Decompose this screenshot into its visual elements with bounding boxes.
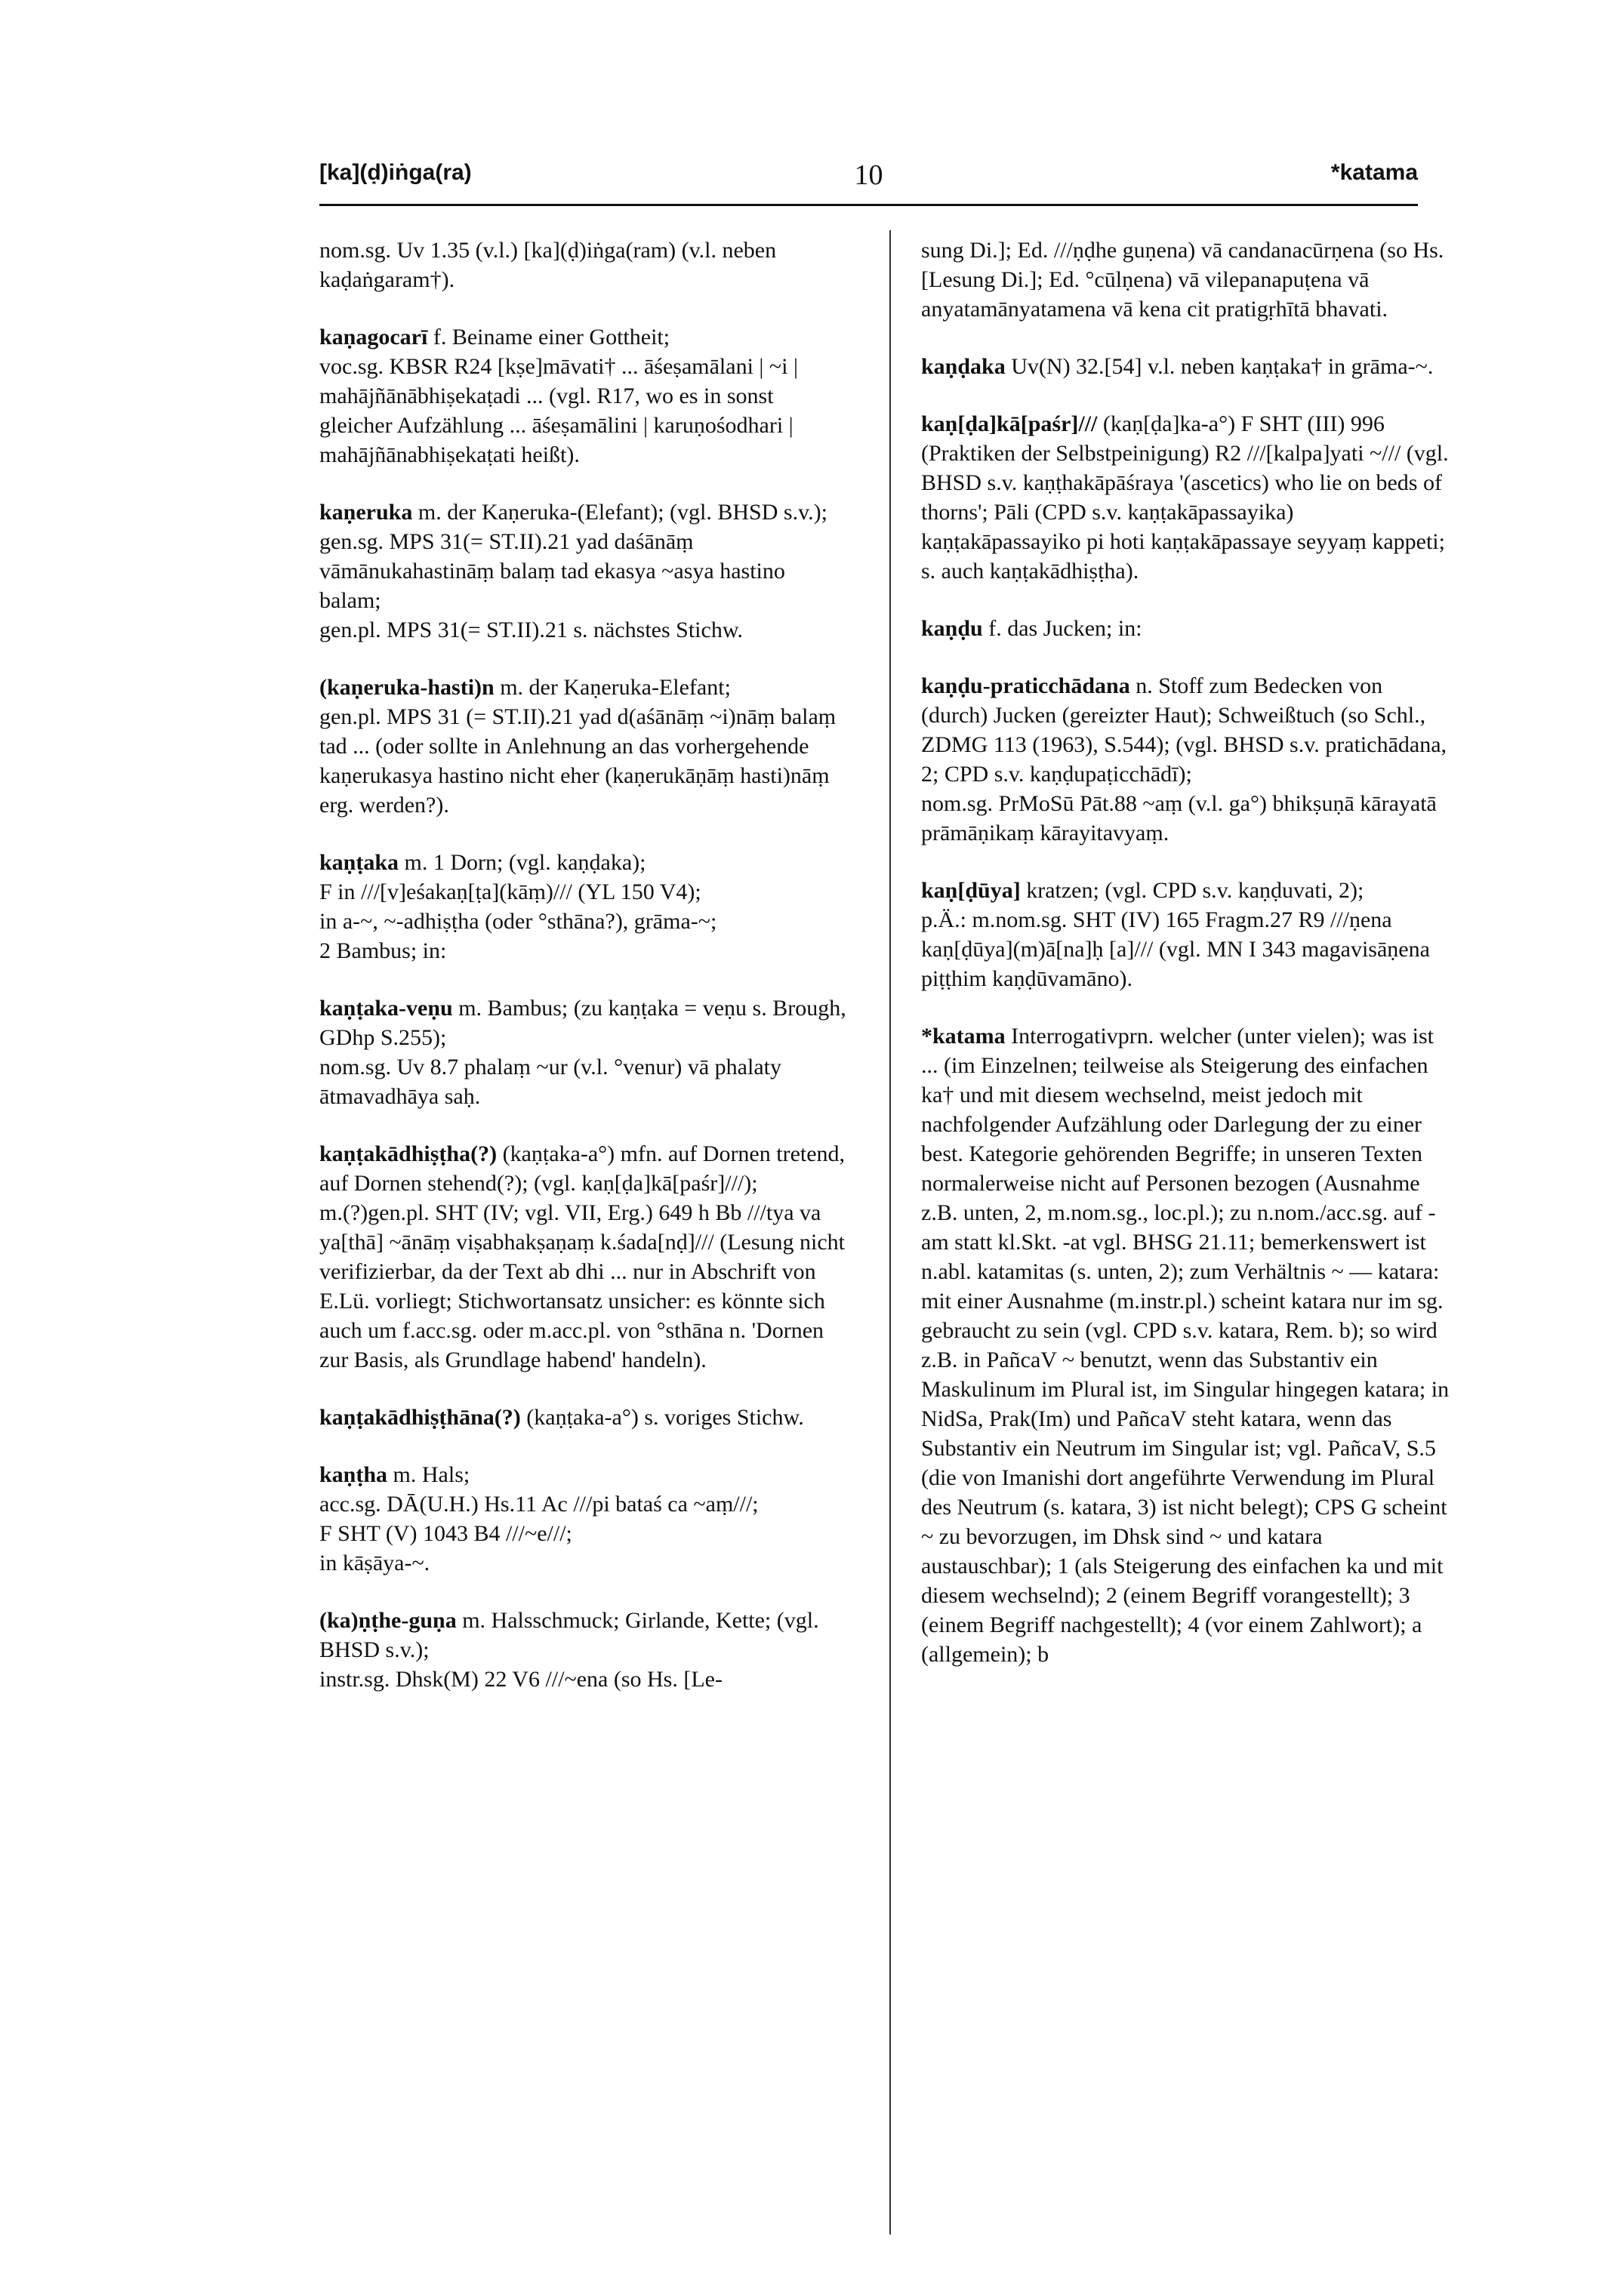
dictionary-entry	[319, 673, 848, 820]
entry-headword: kaṇḍu-praticchādana	[921, 673, 1130, 698]
column-divider	[889, 230, 891, 2235]
entry-text: m. 1 Dorn; (vgl. kaṇḍaka);	[404, 850, 646, 875]
dictionary-entry	[319, 1460, 848, 1578]
entry-text: Interrogativprn. welcher (unter vielen); was ist ... (im Einzelnen; teilweise als Steigerung des einfachen ka† und mit diesem wechselnd, meist jedoch mit nachfolgender Aufzählung oder Darlegung der zu einer best. Kategorie gehörenden Begriffe; in unseren Texten normalerweise nicht auf Personen bezogen (Ausnahme z.B. unten, 2, m.nom.sg., loc.pl.); zu n.nom./acc.sg. auf -am statt kl.Skt. -at vgl. BHSG 21.11; bemerkenswert ist n.abl. katamitas (s. unten, 2); zum Verhältnis ~ — katara: mit einer Ausnahme (m.instr.pl.) scheint katara nur im sg. gebraucht zu sein (vgl. CPD s.v. katara, Rem. b); so wird z.B. in PañcaV ~ benutzt, wenn das Substantiv ein Maskulinum im Plural ist, im Singular hingegen katara; in NidSa, Prak(Im) und PañcaV steht katara, wenn das Substantiv ein Neutrum im Singular ist; vgl. PañcaV, S.5 (die von Imanishi dort angeführte Verwendung im Plural des Neutrum (s. katara, 3) ist nicht belegt); CPS G scheint ~ zu bevorzugen, im Dhsk sind ~ und katara austauschbar); 1 (als Steigerung des einfachen ka und mit diesem wechselnd); 2 (einem Begriff vorangestellt); 3 (einem Begriff nachgestellt); 4 (vor einem Zahlwort); a (allgemein); b	[921, 1024, 1450, 1667]
entry-headword: *katama	[921, 1024, 1006, 1049]
entry-text: acc.sg. DĀ(U.H.) Hs.11 Ac ///pi bataś ca ~aṃ///;	[319, 1492, 759, 1517]
entry-headword: kaṇṭha	[319, 1462, 388, 1487]
entry-headword: kaṇ[ḍa]kā[paśr]///	[921, 411, 1098, 436]
dictionary-entry	[319, 1403, 848, 1432]
entry-text: F SHT (V) 1043 B4 ///~e///;	[319, 1521, 572, 1546]
entry-text: n. Stoff zum Bedecken von (durch) Jucken (gereizter Haut); Schweißtuch (so Schl., ZDMG 113 (1963), S.544); (vgl. BHSD s.v. pratichādana, 2; CPD s.v. kaṇḍupaṭicchādī);	[921, 673, 1447, 787]
entry-text: instr.sg. Dhsk(M) 22 V6 ///~ena (so Hs. [Le-	[319, 1667, 723, 1692]
dictionary-entry	[921, 876, 1450, 993]
dictionary-entry	[319, 1606, 848, 1694]
entry-text: f. das Jucken; in:	[988, 616, 1142, 641]
entry-text: m. Hals;	[393, 1462, 470, 1487]
dictionary-entry	[921, 236, 1450, 324]
header-last-headword: *katama	[1330, 160, 1418, 185]
entry-headword: kaṇḍaka	[921, 354, 1006, 379]
entry-text: m. Halsschmuck; Girlande, Kette; (vgl. BHSD s.v.);	[319, 1608, 819, 1662]
entry-text: m. der Kaṇeruka-(Elefant); (vgl. BHSD s.v.);	[418, 500, 827, 525]
dictionary-entry	[921, 1021, 1450, 1669]
dictionary-entry	[319, 993, 848, 1111]
entry-text: (kaṇṭaka-a°) mfn. auf Dornen tretend, auf Dornen stehend(?); (vgl. kaṇ[ḍa]kā[paśr]///);	[319, 1141, 846, 1196]
dictionary-entry	[319, 1139, 848, 1375]
right-column	[921, 236, 1450, 1697]
entry-headword: kaṇṭaka	[319, 850, 399, 875]
entry-text: (kaṇ[ḍa]ka-a°) F SHT (III) 996 (Praktiken der Selbstpeinigung) R2 ///[kalpa]yati ~/// (vgl. BHSD s.v. kaṇṭhakāpāśraya '(ascetics) who lie on beds of thorns'; Pāli (CPD s.v. kaṇṭakāpassayika) kaṇṭakāpassayiko pi hoti kaṇṭakāpassaye seyyaṃ kappeti; s. auch kaṇṭakādhiṣṭha).	[921, 411, 1449, 584]
entry-headword: kaṇagocarī	[319, 325, 428, 350]
entry-headword: kaṇeruka	[319, 500, 413, 525]
entry-text: F in ///[v]eśakaṇ[ṭa](kāṃ)/// (YL 150 V4);	[319, 879, 701, 904]
entry-text: nom.sg. PrMoSū Pāt.88 ~aṃ (v.l. ga°) bhikṣuṇā kārayatā prāmāṇikaṃ kārayitavyaṃ.	[921, 791, 1437, 845]
entry-text: kratzen; (vgl. CPD s.v. kaṇḍuvati, 2);	[1026, 878, 1364, 903]
entry-headword: kaṇṭakādhiṣṭhāna(?)	[319, 1405, 521, 1430]
dictionary-entry	[921, 409, 1450, 586]
dictionary-entry	[319, 848, 848, 966]
entry-headword: (kaṇeruka-hasti)n	[319, 675, 495, 700]
dictionary-entry	[921, 671, 1450, 848]
entry-text: (kaṇṭaka-a°) s. voriges Stichw.	[526, 1405, 804, 1430]
entry-text: m.(?)gen.pl. SHT (IV; vgl. VII, Erg.) 649 h Bb ///tya va ya[thā] ~ānāṃ viṣabhakṣaṇaṃ k.śada[nḍ]/// (Lesung nicht verifizierbar, da der Text ab dhi ... nur in Abschrift von E.Lü. vorliegt; Stichwortansatz unsicher: es könnte sich auch um f.acc.sg. oder m.acc.pl. von °sthāna n. 'Dornen zur Basis, als Grundlage habend' handeln).	[319, 1200, 846, 1372]
entry-text: nom.sg. Uv 8.7 phalaṃ ~ur (v.l. °venur) vā phalaty ātmavadhāya saḥ.	[319, 1055, 781, 1109]
entry-text: p.Ä.: m.nom.sg. SHT (IV) 165 Fragm.27 R9 ///ṇena kaṇ[ḍūya](m)ā[na]ḥ [a]/// (vgl. MN I 343 magavisāṇena piṭṭhim kaṇḍūvamāno).	[921, 907, 1430, 991]
entry-text: nom.sg. Uv 1.35 (v.l.) [ka](ḍ)iṅga(ram) (v.l. neben kaḍaṅgaram†).	[319, 238, 777, 292]
entry-text: in kāṣāya-~.	[319, 1551, 430, 1575]
entry-text: voc.sg. KBSR R24 [kṣe]māvati† ... āśeṣamālani | ~i | mahājñānābhiṣekaṭadi ... (vgl. R17, wo es in sonst gleicher Aufzählung ... āśeṣamālini | karuṇośodhari | mahājñānabhiṣekaṭati heißt).	[319, 354, 798, 467]
entry-text: m. Bambus; (zu kaṇṭaka = veṇu s. Brough, GDhp S.255);	[319, 996, 846, 1050]
entry-text: gen.pl. MPS 31(= ST.II).21 s. nächstes Stichw.	[319, 618, 744, 642]
entry-text: f. Beiname einer Gottheit;	[433, 325, 670, 350]
entry-headword: kaṇḍu	[921, 616, 983, 641]
left-column	[319, 236, 848, 1722]
dictionary-entry	[921, 614, 1450, 643]
entry-text: m. der Kaṇeruka-Elefant;	[500, 675, 731, 700]
dictionary-entry	[921, 352, 1450, 381]
dictionary-entry	[319, 322, 848, 470]
running-header	[319, 160, 1418, 198]
entry-text: 2 Bambus; in:	[319, 938, 447, 963]
entry-headword: kaṇ[ḍūya]	[921, 878, 1021, 903]
header-rule	[319, 204, 1418, 206]
entry-headword: kaṇṭakādhiṣṭha(?)	[319, 1141, 498, 1166]
entry-text: gen.pl. MPS 31 (= ST.II).21 yad d(aśānāṃ ~i)nāṃ balaṃ tad ... (oder sollte in Anlehnung an das vorhergehende kaṇerukasya hastino nicht eher (kaṇerukāṇāṃ hasti)nāṃ erg. werden?).	[319, 704, 837, 818]
entry-text: sung Di.]; Ed. ///ṇḍhe guṇena) vā candanacūrṇena (so Hs. [Lesung Di.]; Ed. °cūlṇena) vā vilepanapuṭena vā anyatamānyatamena vā kena cit pratigṛhītā bhavati.	[921, 238, 1444, 322]
entry-headword: kaṇṭaka-veṇu	[319, 996, 453, 1021]
header-first-headword: [ka](ḍ)iṅga(ra)	[319, 160, 472, 185]
page-number: 10	[854, 159, 883, 191]
entry-text: Uv(N) 32.[54] v.l. neben kaṇṭaka† in grāma-~.	[1011, 354, 1434, 379]
entry-headword: (ka)ṇṭhe-guṇa	[319, 1608, 457, 1633]
dictionary-entry	[319, 236, 848, 294]
dictionary-entry	[319, 497, 848, 645]
entry-text: gen.sg. MPS 31(= ST.II).21 yad daśānāṃ vāmānukahastināṃ balaṃ tad ekasya ~asya hastino balam;	[319, 529, 785, 613]
entry-text: in a-~, ~-adhiṣṭha (oder °sthāna?), grāma-~;	[319, 909, 717, 934]
